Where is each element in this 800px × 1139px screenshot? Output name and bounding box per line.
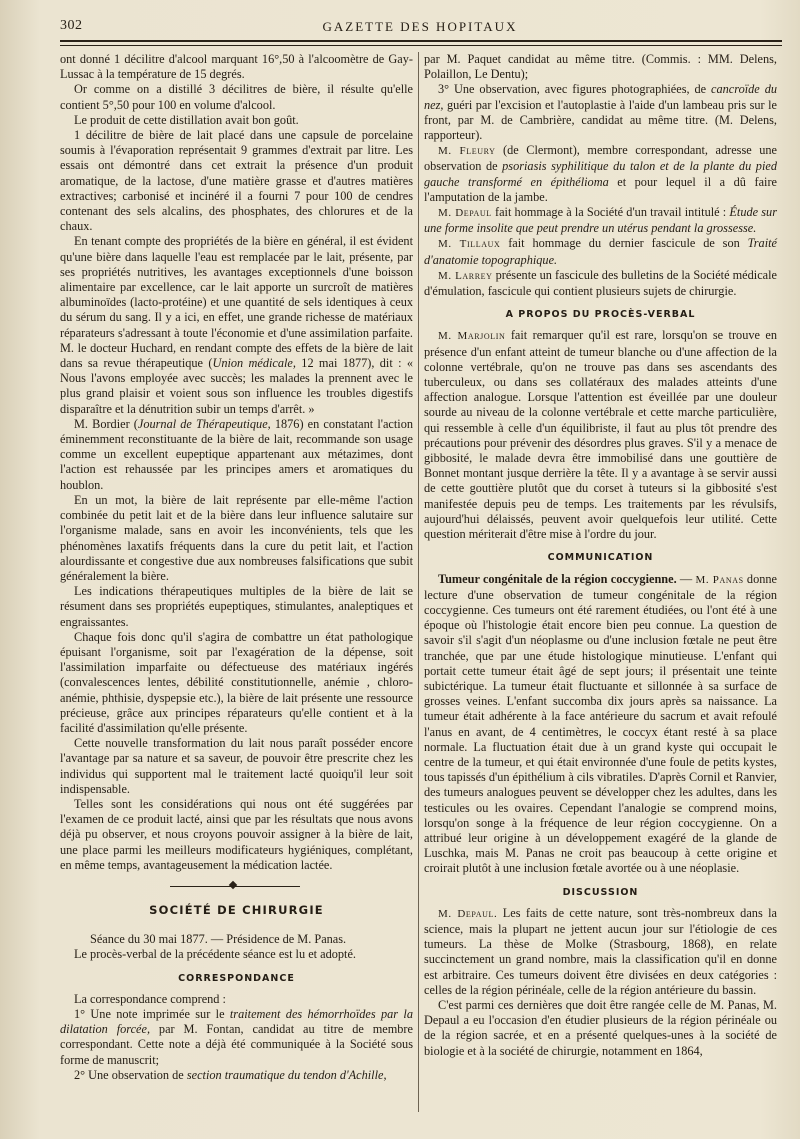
text-run: —: [676, 571, 696, 586]
paragraph: Le procès-verbal de la précédente séance est lu et adopté.: [74, 947, 356, 962]
paragraph: [424, 268, 777, 299]
paragraph: C'est parmi ces dernières que doit être rangée celle de M. Panas, M. Depaul a eu l'occasion d'en étudier plusieurs de la région périnéale ou de la région sacrée, et en a présenté quelques-unes à la société de biologie et à la société de chirurgie, notamment en 1864,: [424, 997, 777, 1058]
seance-line: Séance du 30 mai 1877. — Présidence de M. Panas.: [90, 932, 347, 947]
header-rule-thick: [60, 40, 782, 42]
paragraph: En un mot, la bière de lait représente par elle-même l'action combinée du petit lait et de la bière dans leur influence salutaire sur l'organisme malade, sans en avoir les inconvénients, tels que les phénomènes laxatifs fréquents dans la cure du petit lait, et l'action alourdissante et congestive due aux nombreuses falsifications que subit généralement la bière.: [60, 492, 413, 583]
speaker-name: M. Larrey: [438, 269, 493, 282]
running-title: GAZETTE DES HOPITAUX: [322, 19, 518, 34]
text-run: 3° Une observation, avec figures photographiées, de: [438, 82, 712, 97]
text-run: et pour lequel il a dû faire l'amputation de la jambe.: [424, 174, 777, 204]
paragraph: [424, 236, 777, 267]
subsection-title: COMMUNICATION: [547, 552, 654, 564]
right-column: [424, 52, 777, 1059]
text-run: En tenant compte des propriétés de la bière en général, il est évident qu'une bière dans laquelle l'eau est remplacée par le lait, présente, par ses propriétés nutritives, les avantages exceptionnels d'une boisson alimentaire par excellence, car le lait apporte un surcroît de matières albuminoïdes (lacto-protéine) et une quantité de sels identiques à ceux du sérum du sang. Il y a ici, en effet, une grande richesse de matériaux réparateurs s'adressant à toute l'économie et d'une assimilation parfaite. M. le docteur Huchard, en rendant compte des effets de la bière de lait dans sa revue thérapeutique (: [60, 234, 413, 371]
speaker-name: M. Panas: [695, 573, 744, 586]
work-title: Traité d'anatomie topographique.: [424, 236, 777, 267]
page-number: 302: [60, 18, 83, 33]
text-run: présente un fascicule des bulletins de la Société médicale d'émulation, fascicule qui contient plusieurs sujets de chirurgie.: [424, 267, 777, 299]
subsection-title: CORRESPONDANCE: [178, 972, 295, 984]
text-run: par M. Fontan, candidat au titre de membre correspondant. Cette note a déjà été communiquée à la Société sous forme de manuscrit;: [60, 1022, 413, 1067]
paragraph: [60, 417, 413, 493]
paragraph: Or comme on a distillé 3 décilitres de bière, il résulte qu'elle contient 5°,50 pour 100 en volume d'alcool.: [60, 82, 413, 112]
speaker-name: M. Depaul: [438, 207, 492, 220]
subsection-title: A PROPOS DU PROCÈS-VERBAL: [505, 309, 696, 321]
paragraph: [424, 328, 777, 542]
paragraph: [60, 234, 413, 416]
text-run: donne lecture d'une observation de tumeur congénitale de la région coccygienne. Ces tumeurs ont été rarement étudiées, ou l'ont été à une époque où l'histologie était encore bien peu connue. La question de savoir s'il s'agit d'un néoplasme ou d'une inclusion fœtale ne peut être tranchée, que par une étude histologique minutieuse. L'enfant qui portait cette tumeur était âgé de sept jours; il présentait une teinte subictérique. La tumeur était fluctuante et sillonnée à sa surface de grosses veines. L'enfant succomba dix jours après sa naissance. La tumeur était adhérente à la face antérieure du sacrum et avait refoulé l'anus en avant, de 4 centimètres, le coccyx étant resté à sa place normale. La fluctuation était due à un grand kyste qui occupait le centre de la tumeur, et qui était environnée d'une foule de petits kystes, tous tapissés d'un épithélium à cils vibratiles. D'après Cornil et Ranvier, des tumeurs analogues peuvent se développer chez les adultes, dans les testicules ou les ovaires. Cependant l'analogie se comprend moins, lorsqu'on songe à la fréquence de leur région coccygienne. On a attribué leur origine à un développement exagéré de la glande de Luschka, mais M. Panas ne croit pas beaucoup à cette origine et croirait plutôt à une inclusion fœtale avortée ou à une néoplasie.: [424, 571, 777, 876]
page-header: [60, 18, 780, 40]
journal-title: Union médicale,: [212, 356, 296, 371]
paragraph: [424, 82, 777, 143]
text-run: M. Bordier (: [74, 416, 138, 431]
speaker-name: M. Fleury: [438, 145, 496, 158]
paragraph: [424, 572, 777, 877]
paragraph: [424, 205, 777, 236]
text-run: 2° Une observation de: [74, 1067, 187, 1082]
speaker-name: M. Depaul.: [438, 907, 498, 920]
paragraph: ont donné 1 décilitre d'alcool marquant 16°,50 à l'alcoomètre de Gay-Lussac à la température de 15 degrés.: [60, 52, 413, 82]
section-title: SOCIÉTÉ DE CHIRURGIE: [149, 902, 324, 917]
speaker-name: M. Marjolin: [438, 330, 506, 343]
ornament-diamond: [229, 881, 237, 889]
text-run: guéri par l'excision et l'autoplastie à l'aide d'un lambeau pris sur le front, par M. de Cambrière, candidat au même titre. (M. Delens, rapporteur).: [424, 97, 777, 143]
text-run: Les faits de cette nature, sont très-nombreux dans la science, mais la plupart ne jettent aucun jour sur l'étiologie de ces tumeurs. La thèse de Molke (Strasbourg, 1868), en relate succinctement un grand nombre, mais la classification qu'il en donne est arbitraire. Ces tumeurs doivent être divisées en deux catégories : celles de la région périnéale, celle de la région antérieure du bassin.: [424, 905, 777, 997]
paragraph: Telles sont les considérations qui nous ont été suggérées par l'examen de ce produit lacté, ainsi que par les résultats que nous avons déjà pu observer, et nous croyons pouvoir assigner à la bière de lait, une place parmi les meilleurs modificateurs hygiéniques, complétant, en même temps, avantageusement la médication lactée.: [60, 796, 413, 872]
text-run: fait hommage à la Société d'un travail intitulé :: [491, 205, 730, 220]
work-title: Étude sur une forme insolite que peut prendre un utérus pendant la grossesse.: [424, 205, 777, 236]
paragraph: [60, 1068, 413, 1083]
journal-title: Journal de Thérapeutique,: [137, 416, 271, 431]
paragraph: 1 décilitre de bière de lait placé dans une capsule de porcelaine soumis à l'évaporation représentait 9 grammes d'extrait par litre. Les essais ont démontré dans cet extrait la présence d'un produit aromatique, de la lactose, d'une matière grasse et d'autres matières extractives; carbonisé et incinéré il a fourni 7 pour 100 de cendres contenant des sels alcalins, des phosphates, des chlorures et de la chaux.: [60, 128, 413, 234]
text-run: (de Clermont), membre correspondant, adresse une observation de: [424, 143, 777, 174]
work-title: psoriasis syphilitique du talon et de la plante du pied gauche transformé en épithélioma: [424, 159, 777, 189]
paragraph: Chaque fois donc qu'il s'agira de combattre un état pathologique épuisant l'organisme, soit par l'exagération de la dépense, soit l'assimilation imparfaite ou défectueuse des matériaux ingérés (convalescences lentes, débilité constitutionnelle, anémie , chloro-anémie, phthisie, dyspepsie etc.), la bière de lait présente une ressource précieuse, grâce aux principes réparateurs qu'elle contient et à la facilité d'assimilation qu'elle présente.: [60, 629, 413, 735]
paragraph: [424, 143, 777, 205]
paragraph: Le produit de cette distillation avait bon goût.: [74, 112, 299, 127]
header-rule-thin: [60, 45, 782, 46]
paragraph: par M. Paquet candidat au même titre. (Commis. : MM. Delens, Polaillon, Le Dentu);: [424, 52, 777, 82]
paragraph: Cette nouvelle transformation du lait nous paraît posséder encore l'avantage par sa nature et sa saveur, de pouvoir être prescrite chez les individus qui supportent mal le traitement lacté quoiqu'il leur soit indispensable.: [60, 736, 413, 796]
paragraph: Les indications thérapeutiques multiples de la bière de lait se résument dans ses propriétés eupeptiques, stimulantes, analeptiques et engraissantes.: [60, 584, 413, 629]
work-title: traitement des hémorrhoïdes par la dilatation forcée,: [60, 1006, 413, 1037]
text-run: fait hommage du dernier fascicule de son: [500, 236, 748, 251]
paragraph: [424, 906, 777, 998]
text-run: 1° Une note imprimée sur le: [74, 1006, 230, 1021]
text-run: fait remarquer qu'il est rare, lorsqu'on se trouve en présence d'un enfant atteint de tumeur blanche ou d'une affection de la colonne vertébrale, qu'on ne trouve pas dans ses ascendants des tuberculeux, ou dans ses collatéraux des malades atteints d'une affection analogue. Lorsque l'attention est éveillée par une douleur sourde au niveau de la colonne vertébrale et cette marche particulière, qui ressemble à celle d'un équilibriste, il faut au plus tôt prendre des précautions pour prévenir des désordres plus graves. S'il y a menace de gibbosité, le malade devra être immobilisé dans une gouttière de Bonnet montant jusque derrière la tête. Il y a avantage à se servir aussi de cette gouttière plutôt que du corset à tuteurs si la gibbosité s'est manifestée depuis peu de temps. Les traitements par les révulsifs, aujourd'hui délaissés, peuvent avoir quelquefois leur utilité. Cette question mériterait d'être mise à l'ordre du jour.: [424, 328, 778, 542]
text-run: 1876) en constatant l'action éminemment reconstituante de la bière de lait, recommande son usage comme un excellent eupeptique appartenant aux métazimes, dont l'action est rehaussée par les principes amers et aromatiques du houblon.: [60, 416, 413, 492]
text-run: 12 mai 1877), dit : « Nous l'avons employée avec succès; les malades la prennent avec le plus grand plaisir et voient sous son influence les troubles digestifs disparaître et la dénutrition subir un temps d'arrêt. »: [60, 356, 413, 416]
speaker-name: M. Tillaux: [438, 238, 501, 251]
paragraph: La correspondance comprend :: [74, 991, 226, 1006]
work-title: cancroïde du nez,: [424, 82, 777, 112]
section-ornament: [60, 881, 413, 891]
paragraph: [60, 1007, 413, 1068]
work-title: section traumatique du tendon d'Achille,: [186, 1067, 387, 1082]
communication-title: Tumeur congénitale de la région coccygienne.: [438, 571, 677, 586]
left-column: [60, 52, 413, 1083]
subsection-title: DISCUSSION: [562, 886, 639, 898]
column-divider: [418, 52, 419, 1112]
